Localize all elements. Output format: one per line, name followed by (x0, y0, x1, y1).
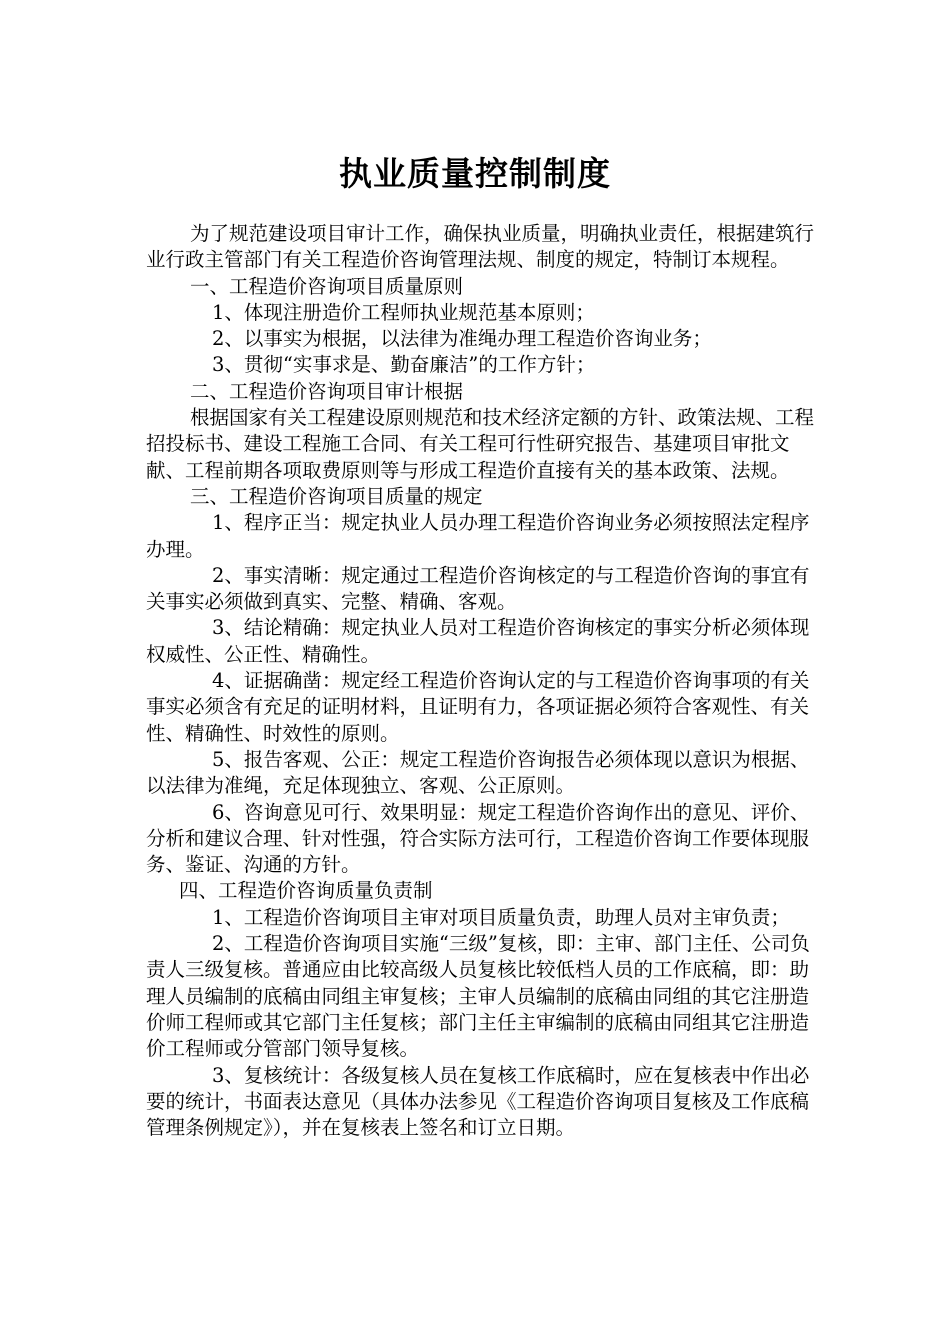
paragraph: 2、事实清晰：规定通过工程造价咨询核定的与工程造价咨询的事宜有关事实必须做到真实、完整、精确、客观。 (146, 563, 810, 614)
paragraph: 三、工程造价咨询项目质量的规定 (190, 484, 483, 508)
paragraph: 3、复核统计：各级复核人员在复核工作底稿时，应在复核表中作出必要的统计，书面表达意见（具体办法参见《工程造价咨询项目复核及工作底稿管理条例规定》），并在复核表上签名和订立日期。 (146, 1063, 810, 1140)
paragraph: 3、结论精确：规定执业人员对工程造价咨询核定的事实分析必须体现权威性、公正性、精确性。 (146, 616, 810, 666)
paragraph: 为了规范建设项目审计工作，确保执业质量，明确执业责任，根据建筑行业行政主管部门有关工程造价咨询管理法规、制度的规定，特制订本规程。 (146, 222, 815, 272)
paragraph: 3、贯彻“实事求是、勤奋廉洁”的工作方针； (212, 353, 596, 377)
paragraph: 1、体现注册造价工程师执业规范基本原则； (212, 300, 595, 324)
paragraph: 6、咨询意见可行、效果明显：规定工程造价咨询作出的意见、评价、分析和建议合理、针对性强，符合实际方法可行，工程造价咨询工作要体现服务、鉴证、沟通的方针。 (146, 800, 810, 877)
paragraph: 四、工程造价咨询质量负责制 (179, 879, 433, 903)
paragraph: 2、以事实为根据，以法律为准绳办理工程造价咨询业务； (212, 327, 712, 351)
paragraph: 根据国家有关工程建设原则规范和技术经济定额的方针、政策法规、工程招投标书、建设工程施工合同、有关工程可行性研究报告、基建项目审批文献、工程前期各项取费原则等与形成工程造价直接有关的基本政策、法规。 (146, 406, 815, 482)
paragraph: 1、工程造价咨询项目主审对项目质量负责，助理人员对主审负责； (212, 905, 790, 929)
paragraph: 一、工程造价咨询项目质量原则 (190, 274, 464, 298)
paragraph: 4、证据确凿：规定经工程造价咨询认定的与工程造价咨询事项的有关事实必须含有充足的证明材料，且证明有力，各项证据必须符合客观性、有关性、精确性、时效性的原则。 (146, 669, 810, 745)
paragraph: 2、工程造价咨询项目实施“三级”复核，即：主审、部门主任、公司负责人三级复核。普通应由比较高级人员复核比较低档人员的工作底稿，即：助理人员编制的底稿由同组主审复核；主审人员编制的底稿由同组的其它注册造价师工程师或其它部门主任复核；部门主任主审编制的底稿由同组其它注册造价工程师或分管部门领导复核。 (146, 932, 810, 1061)
document-body (146, 221, 816, 1141)
paragraph: 1、程序正当：规定执业人员办理工程造价咨询业务必须按照法定程序办理。 (146, 511, 810, 561)
paragraph: 二、工程造价咨询项目审计根据 (190, 379, 464, 403)
document-title: 执业质量控制制度 (339, 154, 611, 193)
paragraph: 5、报告客观、公正：规定工程造价咨询报告必须体现以意识为根据、以法律为准绳，充足体现独立、客观、公正原则。 (146, 747, 810, 798)
